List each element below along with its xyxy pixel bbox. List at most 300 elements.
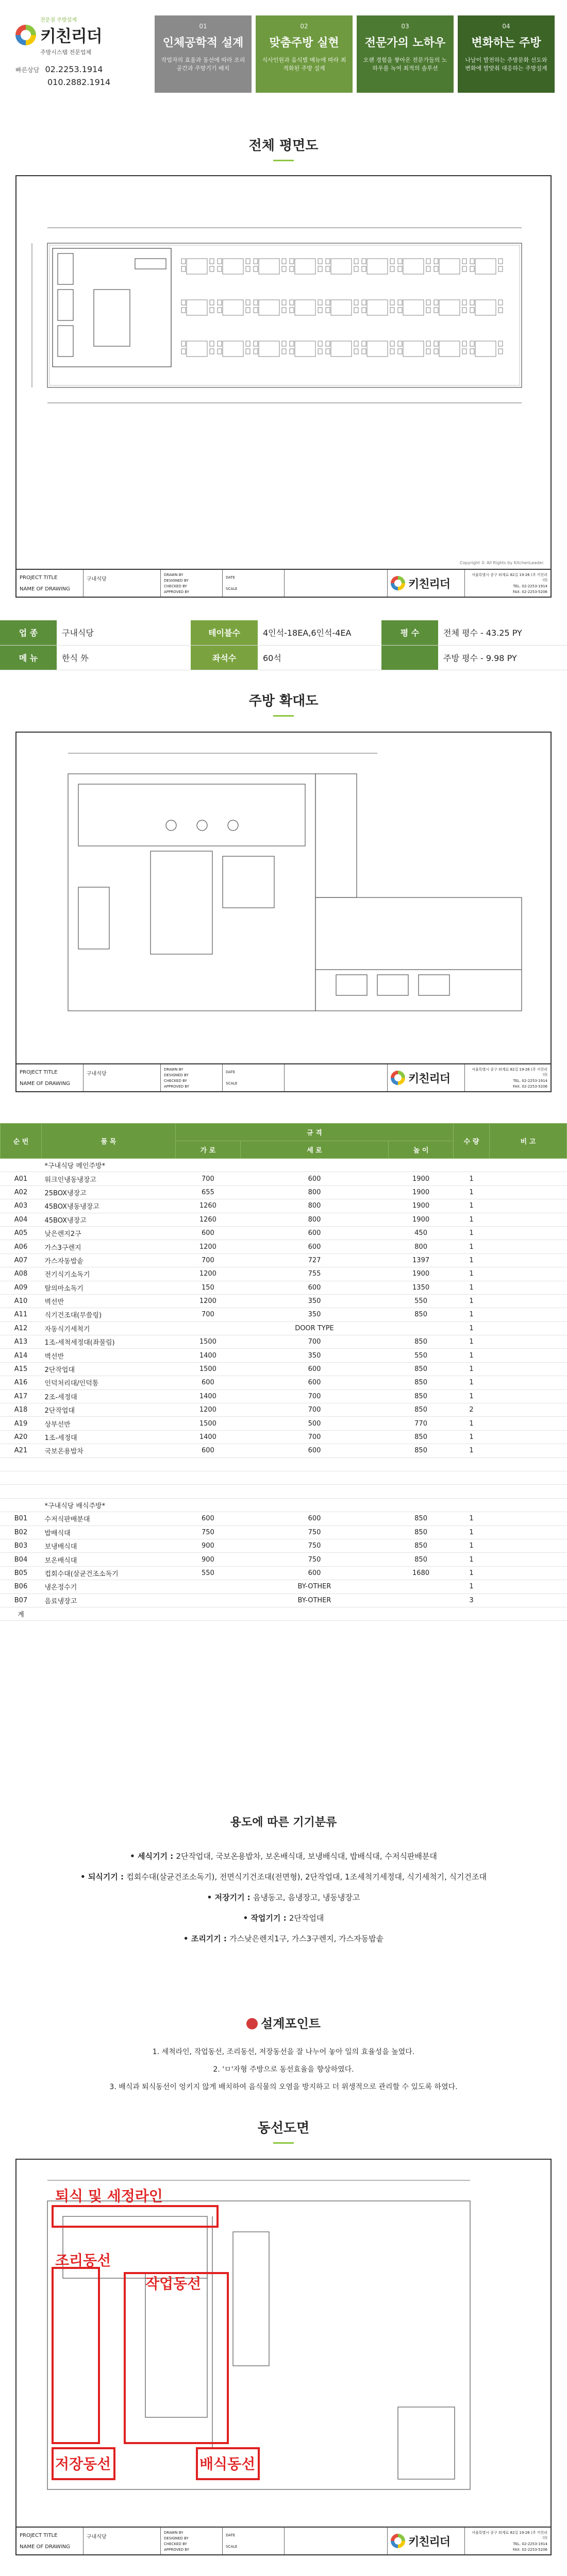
section-title-usage: 용도에 따른 기기분류	[230, 1816, 337, 1829]
cell-height: 450	[389, 1226, 454, 1240]
cell-depth: 500	[240, 1417, 388, 1430]
cell-qty: 1	[454, 1417, 490, 1430]
feature-desc: 작업자의 효율과 동선에 따라 조리공간과 주방기기 배치	[161, 57, 245, 72]
cell-note	[490, 1349, 567, 1362]
section-title-floor-plan: 전체 평면도	[248, 138, 319, 154]
cell-depth: 600	[240, 1362, 388, 1376]
cell-qty: 1	[454, 1281, 490, 1294]
cell-height: 1397	[389, 1253, 454, 1267]
cell-height: 850	[389, 1512, 454, 1526]
section-divider	[273, 2142, 294, 2144]
address-text: 서울특별시 중구 퇴계로 82길 19-26 (주 키친리더)	[472, 1067, 547, 1077]
info-row	[0, 620, 567, 645]
cell-height: 850	[389, 1539, 454, 1552]
cell-depth: 600	[240, 1226, 388, 1240]
cell-qty: 1	[454, 1362, 490, 1376]
cell-name: 밥배식대	[42, 1526, 176, 1539]
cell-depth: 600	[240, 1376, 388, 1389]
cell-height: 1900	[389, 1199, 454, 1213]
fax-text: FAX. 02-2253-5206	[512, 589, 547, 594]
cell-depth: 600	[240, 1281, 388, 1294]
cell-qty: 1	[454, 1199, 490, 1213]
table-row	[1, 1430, 567, 1444]
flow-label-cook: 조리동선	[55, 2252, 111, 2269]
cell-name: 낮은렌지2구	[42, 1226, 176, 1240]
cell-note	[490, 1226, 567, 1240]
cell-name: 벽선반	[42, 1294, 176, 1308]
project-title-value: 구내식당	[87, 2534, 107, 2540]
group-title: *구내식당 배식주방*	[42, 1498, 176, 1512]
cell-note	[490, 1267, 567, 1281]
feature-title: 전문가의 노하우	[364, 37, 446, 49]
address-text: 서울특별시 중구 퇴계로 82길 19-26 (주 키친리더)	[472, 2531, 547, 2540]
cell-width: 1500	[176, 1335, 241, 1349]
info-value: 전체 평수 - 43.25 PY	[438, 620, 567, 645]
cell-name: 보냉배식대	[42, 1539, 176, 1552]
cell-note	[490, 1213, 567, 1226]
table-row	[1, 1539, 567, 1552]
feature-number: 03	[401, 23, 409, 30]
info-value: 4인석-18EA,6인석-4EA	[258, 620, 381, 645]
phone-1: 02.2253.1914	[45, 64, 103, 74]
usage-text: 2단작업대, 국보온용밥차, 보온배식대, 보냉배식대, 밥배식대, 수저식판배분대	[176, 1852, 437, 1861]
usage-item: • 저장기기 : 음냉동고, 음냉장고, 냉동냉장고	[207, 1893, 360, 1902]
cell-no: A08	[1, 1267, 42, 1281]
drawn-by: DRAWN BY	[164, 1067, 184, 1072]
info-row	[0, 645, 567, 670]
col-name: 품 목	[42, 1124, 176, 1159]
usage-label: 저장기기	[214, 1893, 245, 1902]
logo-small-text: 전문점 주방설계	[40, 18, 77, 23]
cell-height	[389, 1321, 454, 1335]
cell-depth: 600	[240, 1512, 388, 1526]
table-row	[1, 1512, 567, 1526]
table-row	[1, 1580, 567, 1594]
cell-note	[490, 1335, 567, 1349]
cell-depth: BY-OTHER	[240, 1580, 388, 1594]
cell-height: 1350	[389, 1281, 454, 1294]
name-of-drawing-label: NAME OF DRAWING	[20, 2544, 70, 2550]
table-row	[1, 1267, 567, 1281]
cell-no: B06	[1, 1580, 42, 1594]
cell-name: 수저식판배분대	[42, 1512, 176, 1526]
table-row	[1, 1240, 567, 1253]
cell-depth: 750	[240, 1539, 388, 1552]
flow-plan-svg	[16, 2160, 551, 2554]
cell-depth: 600	[240, 1566, 388, 1580]
cell-height	[389, 1580, 454, 1594]
title-block-logo-text: 키친리더	[408, 2535, 451, 2549]
cell-no: A03	[1, 1199, 42, 1213]
table-row	[1, 1213, 567, 1226]
feature-box	[458, 15, 555, 93]
page-header	[0, 0, 567, 103]
equipment-table	[0, 1123, 567, 1621]
cell-no: A07	[1, 1253, 42, 1267]
cell-no: A06	[1, 1240, 42, 1253]
project-title-value: 구내식당	[87, 1071, 107, 1077]
feature-box	[357, 15, 454, 93]
feature-number: 01	[199, 23, 207, 30]
cell-width: 700	[176, 1308, 241, 1321]
cell-depth: 700	[240, 1403, 388, 1417]
design-point: 3. 배식과 퇴식동선이 엉키지 않게 배치하여 음식물의 오염을 방지하고 더 위생적으로 관리할 수 있도록 하였다.	[109, 2083, 458, 2091]
cell-qty: 1	[454, 1335, 490, 1349]
cell-no: A21	[1, 1444, 42, 1458]
project-info-table	[0, 620, 567, 670]
checked-by: CHECKED BY	[164, 584, 187, 588]
cell-height: 850	[389, 1553, 454, 1566]
cell-qty: 1	[454, 1580, 490, 1594]
cell-note	[490, 1417, 567, 1430]
col-width: 가 로	[176, 1141, 241, 1159]
cell-height: 850	[389, 1376, 454, 1389]
project-title-label: PROJECT TITLE	[20, 574, 58, 581]
title-block-logo-text: 키친리더	[408, 578, 451, 591]
fax-text: FAX. 02-2253-5206	[512, 2547, 547, 2552]
cell-no: A13	[1, 1335, 42, 1349]
usage-text: 음냉동고, 음냉장고, 냉동냉장고	[253, 1893, 360, 1902]
section-title-kitchen-plan: 주방 확대도	[248, 693, 319, 709]
cell-note	[490, 1199, 567, 1213]
cell-name: 가스자동밥솥	[42, 1253, 176, 1267]
cell-no: A15	[1, 1362, 42, 1376]
cell-height: 1900	[389, 1213, 454, 1226]
cell-width: 700	[176, 1253, 241, 1267]
cell-name: 전기식기소독기	[42, 1267, 176, 1281]
cell-qty: 3	[454, 1594, 490, 1607]
cell-name: 워크인냉동냉장고	[42, 1172, 176, 1185]
kitchen-plan-drawing	[15, 732, 552, 1092]
cell-depth: BY-OTHER	[240, 1594, 388, 1607]
cell-note	[490, 1566, 567, 1580]
cell-width: 550	[176, 1566, 241, 1580]
cell-note	[490, 1580, 567, 1594]
total-label: 계	[1, 1607, 42, 1620]
usage-text: 2단작업대	[289, 1913, 324, 1923]
approved-by: APPROVED BY	[164, 1084, 190, 1089]
cell-note	[490, 1185, 567, 1199]
cell-no: A16	[1, 1376, 42, 1389]
cell-name: 45BOX냉장고	[42, 1213, 176, 1226]
table-row	[1, 1594, 567, 1607]
cell-no: A19	[1, 1417, 42, 1430]
cell-qty: 1	[454, 1294, 490, 1308]
title-block-logo-text: 키친리더	[408, 1072, 451, 1086]
info-key: 메 뉴	[0, 645, 57, 670]
cell-name: 탈의마소독기	[42, 1281, 176, 1294]
usage-label: 조리기기	[191, 1934, 221, 1943]
usage-item: • 조리기기 : 가스낮은렌지1구, 가스3구렌지, 가스자동밥솥	[183, 1934, 384, 1943]
usage-label: 작업기기	[251, 1913, 281, 1923]
info-key: 업 종	[0, 620, 57, 645]
design-points-title	[0, 2013, 567, 2031]
feature-title: 변화하는 주방	[471, 37, 541, 49]
cell-width: 1260	[176, 1213, 241, 1226]
title-block-logo-icon	[391, 2534, 405, 2548]
cell-height: 1900	[389, 1172, 454, 1185]
cell-note	[490, 1376, 567, 1389]
usage-list	[0, 1846, 567, 1949]
flow-label-store: 저장동선	[55, 2455, 111, 2472]
designed-by: DESIGNED BY	[164, 2536, 189, 2540]
cell-width: 1200	[176, 1240, 241, 1253]
cell-width	[176, 1321, 241, 1335]
cell-qty: 1	[454, 1308, 490, 1321]
title-block-logo-icon	[391, 1071, 405, 1085]
cell-width: 1500	[176, 1362, 241, 1376]
designed-by: DESIGNED BY	[164, 1073, 189, 1077]
title-block	[16, 1063, 551, 1091]
cell-width	[176, 1594, 241, 1607]
date-label: DATE	[226, 1070, 236, 1074]
cell-no: A18	[1, 1403, 42, 1417]
feature-box	[256, 15, 353, 93]
name-of-drawing-label: NAME OF DRAWING	[20, 586, 70, 592]
table-row	[1, 1362, 567, 1376]
cell-height: 850	[389, 1526, 454, 1539]
cell-no: B03	[1, 1539, 42, 1552]
cell-qty: 1	[454, 1430, 490, 1444]
cell-qty: 1	[454, 1321, 490, 1335]
cell-height: 1900	[389, 1185, 454, 1199]
blank-row	[1, 1471, 567, 1484]
contact-info	[15, 63, 144, 89]
floor-plan-drawing	[15, 175, 552, 598]
feature-title: 인체공학적 설계	[162, 37, 244, 49]
feature-desc: 오랜 경험을 쌓아온 전문가들의 노하우를 녹여 최적의 솔루션	[363, 57, 447, 72]
usage-item: • 되식기기 : 컵회수대(살균건조소독기), 전면식기건조대(전면형), 2단작업대, 1조세척기세정대, 식기세척기, 식기건조대	[80, 1872, 487, 1882]
cell-name: 25BOX냉장고	[42, 1185, 176, 1199]
cell-name: 45BOX냉동냉장고	[42, 1199, 176, 1213]
info-key: 평 수	[381, 620, 438, 645]
cell-name: 2단작업대	[42, 1362, 176, 1376]
cell-name: 2조-세정대	[42, 1389, 176, 1403]
table-row	[1, 1417, 567, 1430]
col-height: 높 이	[389, 1141, 454, 1159]
cell-no: B04	[1, 1553, 42, 1566]
cell-qty: 1	[454, 1444, 490, 1458]
flow-label-serve: 배식동선	[199, 2455, 256, 2472]
cell-width: 1200	[176, 1403, 241, 1417]
cell-width: 1400	[176, 1389, 241, 1403]
info-key: 좌석수	[191, 645, 258, 670]
info-value: 구내식당	[57, 620, 191, 645]
cell-height: 770	[389, 1417, 454, 1430]
usage-text: 컵회수대(살균건조소독기), 전면식기건조대(전면형), 2단작업대, 1조세척기세정대, 식기세척기, 식기건조대	[126, 1872, 487, 1882]
cell-height: 850	[389, 1389, 454, 1403]
table-row	[1, 1553, 567, 1566]
col-qty: 수 량	[454, 1124, 490, 1159]
cell-no: A10	[1, 1294, 42, 1308]
table-row	[1, 1335, 567, 1349]
section-divider	[273, 715, 294, 717]
title-block	[16, 2527, 551, 2554]
feature-desc: 나날이 발전하는 주방문화 선도와 변화에 발맞춰 대응하는 주방설계	[465, 57, 547, 72]
floor-plan-copyright	[460, 560, 544, 566]
usage-text: 가스낮은렌지1구, 가스3구렌지, 가스자동밥솥	[229, 1934, 384, 1943]
cell-depth: 800	[240, 1213, 388, 1226]
usage-item: • 세식기기 : 2단작업대, 국보온용밥차, 보온배식대, 보냉배식대, 밥배식대, 수저식판배분대	[130, 1852, 437, 1861]
cell-width: 1200	[176, 1294, 241, 1308]
drawn-by: DRAWN BY	[164, 572, 184, 577]
cell-width: 1200	[176, 1267, 241, 1281]
logo-icon	[15, 25, 36, 45]
cell-qty: 1	[454, 1512, 490, 1526]
cell-name: 인덕처리대/인덕통	[42, 1376, 176, 1389]
feature-number: 02	[300, 23, 308, 30]
cell-height: 850	[389, 1430, 454, 1444]
usage-label: 세식기기	[137, 1852, 168, 1861]
cell-qty: 1	[454, 1566, 490, 1580]
project-title-label: PROJECT TITLE	[20, 1069, 58, 1075]
cell-height: 800	[389, 1240, 454, 1253]
section-title-flow-plan: 동선도면	[257, 2121, 310, 2136]
cell-no: B01	[1, 1512, 42, 1526]
table-row	[1, 1321, 567, 1335]
info-icon	[246, 2018, 258, 2029]
cell-qty: 1	[454, 1213, 490, 1226]
info-key: 테이블수	[191, 620, 258, 645]
cell-qty: 1	[454, 1553, 490, 1566]
usage-item: • 작업기기 : 2단작업대	[243, 1913, 324, 1923]
tel-text: TEL. 02-2253-1914	[513, 2541, 547, 2546]
cell-no: A11	[1, 1308, 42, 1321]
feature-number: 04	[502, 23, 510, 30]
info-value: 60석	[258, 645, 381, 670]
cell-width: 1500	[176, 1417, 241, 1430]
cell-name: 벽선반	[42, 1349, 176, 1362]
copyright-text: Copyright © All Rights by KitchenLeader.	[459, 561, 544, 565]
table-row	[1, 1444, 567, 1458]
table-row	[1, 1566, 567, 1580]
scale-label: SCALE	[226, 587, 238, 591]
cell-note	[490, 1362, 567, 1376]
cell-height: 1900	[389, 1267, 454, 1281]
cell-height: 850	[389, 1335, 454, 1349]
cell-name: 음료냉장고	[42, 1594, 176, 1607]
cell-width: 600	[176, 1444, 241, 1458]
cell-width	[176, 1580, 241, 1594]
cell-no: A09	[1, 1281, 42, 1294]
col-spec: 규 격	[176, 1124, 454, 1141]
cell-name: 자동식기세척기	[42, 1321, 176, 1335]
approved-by: APPROVED BY	[164, 589, 190, 594]
approved-by: APPROVED BY	[164, 2547, 190, 2552]
cell-note	[490, 1281, 567, 1294]
cell-qty: 1	[454, 1240, 490, 1253]
blank-row	[1, 1485, 567, 1498]
cell-height: 850	[389, 1403, 454, 1417]
cell-depth: 727	[240, 1253, 388, 1267]
cell-depth: 800	[240, 1185, 388, 1199]
drawn-by: DRAWN BY	[164, 2530, 184, 2535]
contact-label: 빠른상담	[15, 66, 40, 74]
cell-note	[490, 1539, 567, 1552]
flow-label-wash: 퇴식 및 세정라인	[55, 2188, 163, 2205]
cell-qty: 1	[454, 1389, 490, 1403]
cell-height: 1680	[389, 1566, 454, 1580]
cell-qty: 1	[454, 1539, 490, 1552]
floor-plan-svg	[16, 176, 551, 597]
tel-text: TEL. 02-2253-1914	[513, 584, 547, 588]
cell-width: 900	[176, 1539, 241, 1552]
table-row	[1, 1226, 567, 1240]
table-row	[1, 1185, 567, 1199]
cell-qty: 1	[454, 1526, 490, 1539]
cell-width: 655	[176, 1185, 241, 1199]
project-title-label: PROJECT TITLE	[20, 2532, 58, 2538]
cell-depth: 600	[240, 1444, 388, 1458]
col-no: 순 번	[1, 1124, 42, 1159]
phone-2: 010.2882.1914	[47, 77, 111, 87]
cell-note	[490, 1253, 567, 1267]
cell-depth: 755	[240, 1267, 388, 1281]
cell-depth: 700	[240, 1430, 388, 1444]
cell-width: 1400	[176, 1349, 241, 1362]
cell-width: 150	[176, 1281, 241, 1294]
cell-note	[490, 1594, 567, 1607]
checked-by: CHECKED BY	[164, 1078, 187, 1083]
cell-qty: 1	[454, 1376, 490, 1389]
cell-qty: 1	[454, 1172, 490, 1185]
cell-no: A01	[1, 1172, 42, 1185]
cell-width: 600	[176, 1512, 241, 1526]
group-title: *구내식당 메인주방*	[42, 1159, 176, 1172]
cell-width: 700	[176, 1172, 241, 1185]
cell-no: A04	[1, 1213, 42, 1226]
cell-depth: 800	[240, 1199, 388, 1213]
cell-note	[490, 1430, 567, 1444]
cell-qty: 1	[454, 1349, 490, 1362]
cell-qty: 1	[454, 1226, 490, 1240]
cell-qty: 1	[454, 1253, 490, 1267]
cell-width: 600	[176, 1376, 241, 1389]
cell-name: 식기건조대(무쓸링)	[42, 1308, 176, 1321]
cell-note	[490, 1321, 567, 1335]
cell-name: 국보온용밥차	[42, 1444, 176, 1458]
cell-depth: 350	[240, 1308, 388, 1321]
cell-no: A17	[1, 1389, 42, 1403]
cell-depth: 350	[240, 1294, 388, 1308]
info-value: 주방 평수 - 9.98 PY	[438, 645, 567, 670]
scale-label: SCALE	[226, 2545, 238, 2549]
cell-height: 850	[389, 1444, 454, 1458]
cell-note	[490, 1526, 567, 1539]
cell-depth: DOOR TYPE	[240, 1321, 388, 1335]
cell-note	[490, 1172, 567, 1185]
total-row	[1, 1607, 567, 1620]
table-row	[1, 1526, 567, 1539]
usage-label: 되식기기	[88, 1872, 118, 1882]
cell-name: 가스3구렌지	[42, 1240, 176, 1253]
table-row	[1, 1389, 567, 1403]
cell-no: A02	[1, 1185, 42, 1199]
fax-text: FAX. 02-2253-5206	[512, 1084, 547, 1089]
cell-note	[490, 1553, 567, 1566]
table-row	[1, 1253, 567, 1267]
cell-depth: 750	[240, 1526, 388, 1539]
flow-plan-drawing	[15, 2159, 552, 2555]
title-block	[16, 569, 551, 597]
cell-height: 850	[389, 1362, 454, 1376]
table-row	[1, 1294, 567, 1308]
name-of-drawing-label: NAME OF DRAWING	[20, 1080, 70, 1087]
cell-qty: 2	[454, 1403, 490, 1417]
logo-text: 키친리더	[40, 26, 102, 46]
cell-no: A20	[1, 1430, 42, 1444]
feature-desc: 식사인원과 음식별 메뉴에 따라 최적화된 주방 설계	[262, 57, 346, 72]
